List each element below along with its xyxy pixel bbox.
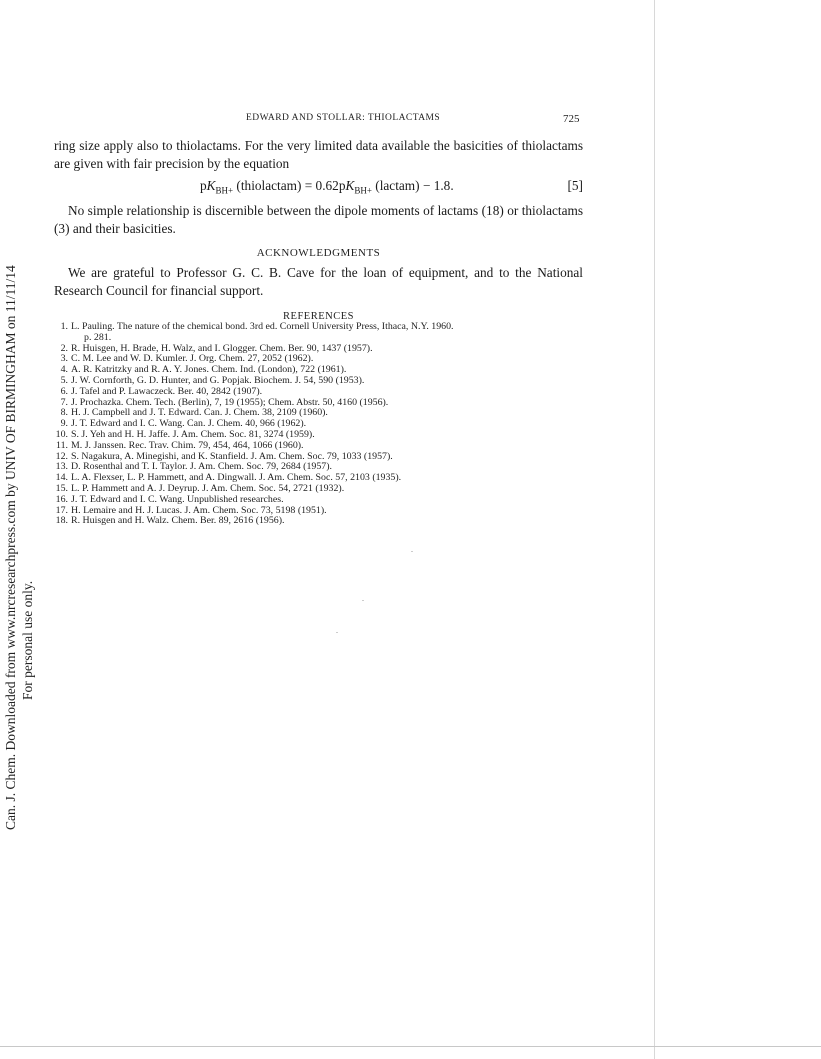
reference-text: L. A. Flexser, L. P. Hammett, and A. Dingwall. J. Am. Chem. Soc. 57, 2103 (1935). — [71, 472, 402, 484]
running-head-title: EDWARD AND STOLLAR: THIOLACTAMS — [246, 113, 441, 123]
equation-number: [5] — [567, 178, 583, 193]
scan-speck — [362, 600, 364, 601]
reference-text: S. J. Yeh and H. H. Jaffe. J. Am. Chem. Soc. 81, 3274 (1959). — [71, 428, 315, 440]
page-edge-bottom — [0, 1046, 821, 1047]
reference-list — [54, 322, 589, 527]
paragraph-acknowledgment: We are grateful to Professor G. C. B. Cave for the loan of equipment, and to the National Research Council for financial support. — [54, 265, 583, 298]
reference-number: 1. — [60, 321, 68, 332]
reference-text: H. J. Campbell and J. T. Edward. Can. J. Chem. 38, 2109 (1960). — [71, 407, 328, 419]
reference-text: R. Huisgen and H. Walz. Chem. Ber. 89, 2616 (1956). — [71, 515, 285, 527]
reference-number: 12. — [55, 450, 68, 462]
reference-continuation: p. 281. — [84, 331, 112, 343]
reference-text: L. P. Hammett and A. J. Deyrup. J. Am. Chem. Soc. 54, 2721 (1932). — [71, 482, 345, 494]
page-number: 725 — [563, 113, 580, 125]
reference-number: 17. — [55, 504, 68, 516]
reference-number: 10. — [55, 428, 68, 440]
reference-number: 16. — [55, 493, 68, 505]
reference-number: 15. — [55, 482, 68, 494]
reference-item — [54, 516, 589, 527]
reference-text: M. J. Janssen. Rec. Trav. Chim. 79, 454, 464, 1066 (1960). — [71, 439, 304, 451]
download-notice — [0, 0, 40, 1059]
reference-text: J. T. Edward and I. C. Wang. Can. J. Chem. 40, 966 (1962). — [71, 418, 307, 430]
reference-text: L. Pauling. The nature of the chemical bond. 3rd ed. Cornell University Press, Ithaca, N.Y. 1960. — [71, 321, 454, 332]
reference-text: D. Rosenthal and T. I. Taylor. J. Am. Chem. Soc. 79, 2684 (1957). — [71, 461, 332, 473]
reference-number: 8. — [60, 407, 68, 419]
page-edge-right — [654, 0, 655, 1059]
reference-text: J. T. Edward and I. C. Wang. Unpublished researches. — [71, 493, 284, 505]
acknowledgments-heading: ACKNOWLEDGMENTS — [256, 247, 381, 259]
reference-number: 13. — [55, 461, 68, 473]
reference-text: S. Nagakura, A. Minegishi, and K. Stanfield. J. Am. Chem. Soc. 79, 1033 (1957). — [71, 450, 393, 462]
reference-number: 18. — [55, 515, 68, 527]
equation-5 — [54, 178, 583, 196]
reference-number: 6. — [60, 385, 68, 397]
reference-text: H. Lemaire and H. J. Lucas. J. Am. Chem. Soc. 73, 5198 (1951). — [71, 504, 327, 516]
reference-number: 3. — [60, 353, 68, 365]
running-head — [0, 113, 821, 127]
reference-text: J. W. Cornforth, G. D. Hunter, and G. Popjak. Biochem. J. 54, 590 (1953). — [71, 374, 365, 386]
reference-text: R. Huisgen, H. Brade, H. Walz, and I. Glogger. Chem. Ber. 90, 1437 (1957). — [71, 342, 373, 354]
reference-number: 7. — [60, 396, 68, 408]
paragraph-intro: ring size apply also to thiolactams. For the very limited data available the basicities of thiolactams are given with fair precision by the equation — [54, 138, 583, 171]
reference-text: J. Tafel and P. Lawaczeck. Ber. 40, 2842 (1907). — [71, 385, 263, 397]
scan-speck — [336, 632, 338, 633]
paragraph-dipole: No simple relationship is discernible between the dipole moments of lactams (18) or thiolactams (3) and their basicities. — [54, 203, 583, 236]
scan-speck — [411, 551, 413, 552]
download-notice-line2: For personal use only. — [20, 580, 35, 700]
references-heading: REFERENCES — [283, 311, 354, 322]
reference-number: 4. — [60, 364, 68, 376]
reference-number: 14. — [55, 472, 68, 484]
reference-number: 2. — [60, 342, 68, 354]
reference-number: 9. — [60, 418, 68, 430]
download-notice-line1: Can. J. Chem. Downloaded from www.nrcresearchpress.com by UNIV OF BIRMINGHAM on 11/11/14 — [3, 265, 18, 830]
reference-text: C. M. Lee and W. D. Kumler. J. Org. Chem. 27, 2052 (1962). — [71, 353, 314, 365]
reference-text: J. Prochazka. Chem. Tech. (Berlin), 7, 19 (1955); Chem. Abstr. 50, 4160 (1956). — [71, 396, 389, 408]
equation-expression: $pK_{BH+}$ (thiolactam) = $0.62pK_{BH+}$ (lactam) − 1.8. — [200, 178, 454, 196]
reference-item — [54, 322, 589, 344]
reference-number: 5. — [60, 374, 68, 386]
reference-number: 11. — [56, 439, 68, 451]
reference-text: A. R. Katritzky and R. A. Y. Jones. Chem. Ind. (London), 722 (1961). — [71, 364, 347, 376]
